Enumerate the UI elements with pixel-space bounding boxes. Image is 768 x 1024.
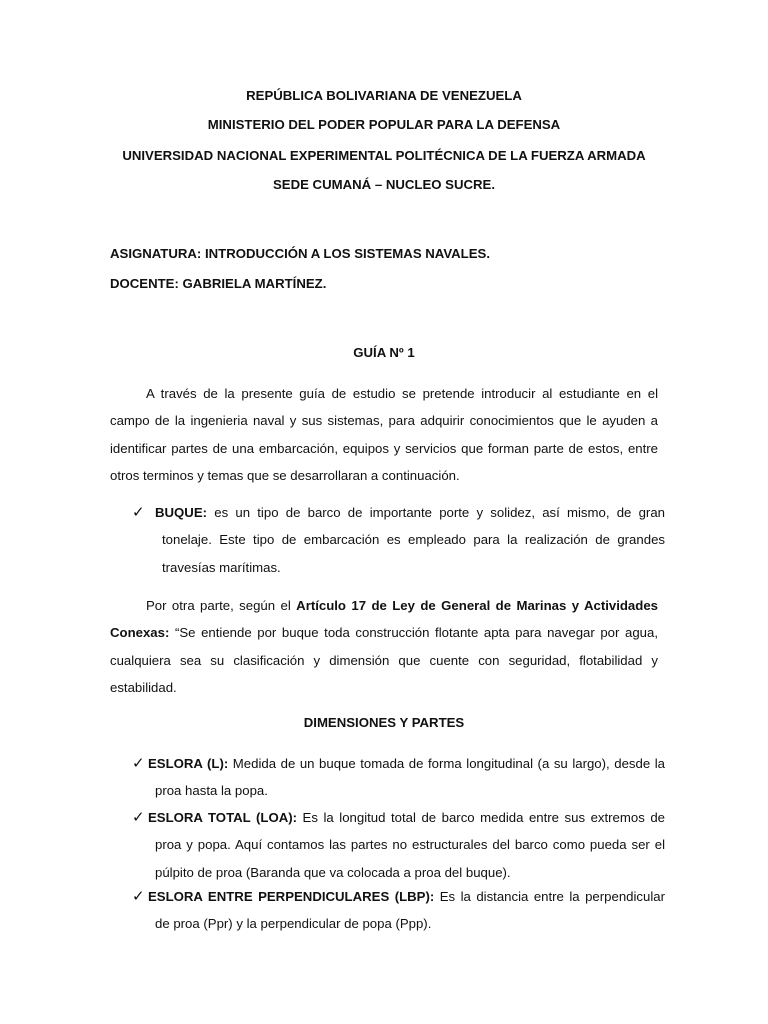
article-reference: Artículo 17 de Ley de General de Marinas y Actividades Conexas: bbox=[110, 598, 658, 641]
checkmark-icon: ✓ bbox=[132, 809, 145, 826]
eslora-text: Medida de un buque tomada de forma longitudinal (a su largo), desde la proa hasta la popa. bbox=[155, 756, 665, 799]
article-lead: Por otra parte, según el bbox=[146, 598, 297, 613]
article-paragraph bbox=[110, 592, 658, 702]
intro-paragraph: A través de la presente guía de estudio se pretende introducir al estudiante en el campo de la ingenieria naval y sus sistemas, para adquirir conocimientos que le ayuden a identificar partes de una embarcación, equipos y servicios que forman parte de estos, entre otros terminos y temas que se desarrollaran a continuación. bbox=[110, 386, 658, 484]
teacher-line: DOCENTE: GABRIELA MARTÍNEZ. bbox=[110, 276, 327, 291]
header-university: UNIVERSIDAD NACIONAL EXPERIMENTAL POLITÉCNICA DE LA FUERZA ARMADA bbox=[122, 148, 646, 163]
subject-line: ASIGNATURA: INTRODUCCIÓN A LOS SISTEMAS NAVALES. bbox=[110, 246, 490, 261]
checkmark-icon: ✓ bbox=[132, 888, 145, 905]
eslora-term: ESLORA (L): bbox=[148, 756, 229, 771]
list-item-eslora-lbp bbox=[148, 883, 665, 938]
checkmark-icon: ✓ bbox=[132, 755, 145, 772]
guide-title: GUÍA Nº 1 bbox=[353, 345, 415, 360]
section-title: DIMENSIONES Y PARTES bbox=[303, 715, 465, 730]
header-campus: SEDE CUMANÁ – NUCLEO SUCRE. bbox=[272, 177, 495, 192]
buque-term: BUQUE: bbox=[155, 505, 208, 520]
list-item-eslora bbox=[148, 750, 665, 805]
article-quote: “Se entiende por buque toda construcción flotante apta para navegar por agua, cualquiera sea su clasificación y dimensión que cuente con seguridad, flotabilidad y estabilidad. bbox=[110, 625, 658, 696]
eslora-total-term: ESLORA TOTAL (LOA): bbox=[148, 810, 298, 825]
header-ministry: MINISTERIO DEL PODER POPULAR PARA LA DEFENSA bbox=[207, 117, 561, 132]
list-item-eslora-total bbox=[148, 804, 665, 886]
eslora-lbp-term: ESLORA ENTRE PERPENDICULARES (LBP): bbox=[148, 889, 435, 904]
buque-text: es un tipo de barco de importante porte y solidez, así mismo, de gran tonelaje. Este tipo de embarcación es empleado para la realización de grandes travesías marítimas. bbox=[162, 505, 665, 575]
eslora-total-text: Es la longitud total de barco medida entre sus extremos de proa y popa. Aquí contamos las partes no estructurales del barco como pueda ser el púlpito de proa (Baranda que va colocada a proa del buque). bbox=[155, 810, 666, 880]
buque-definition bbox=[155, 499, 665, 581]
checkmark-icon: ✓ bbox=[132, 504, 145, 521]
header-republic: REPÚBLICA BOLIVARIANA DE VENEZUELA bbox=[246, 88, 522, 103]
eslora-lbp-text: Es la distancia entre la perpendicular de proa (Ppr) y la perpendicular de popa (Ppp). bbox=[155, 889, 665, 932]
